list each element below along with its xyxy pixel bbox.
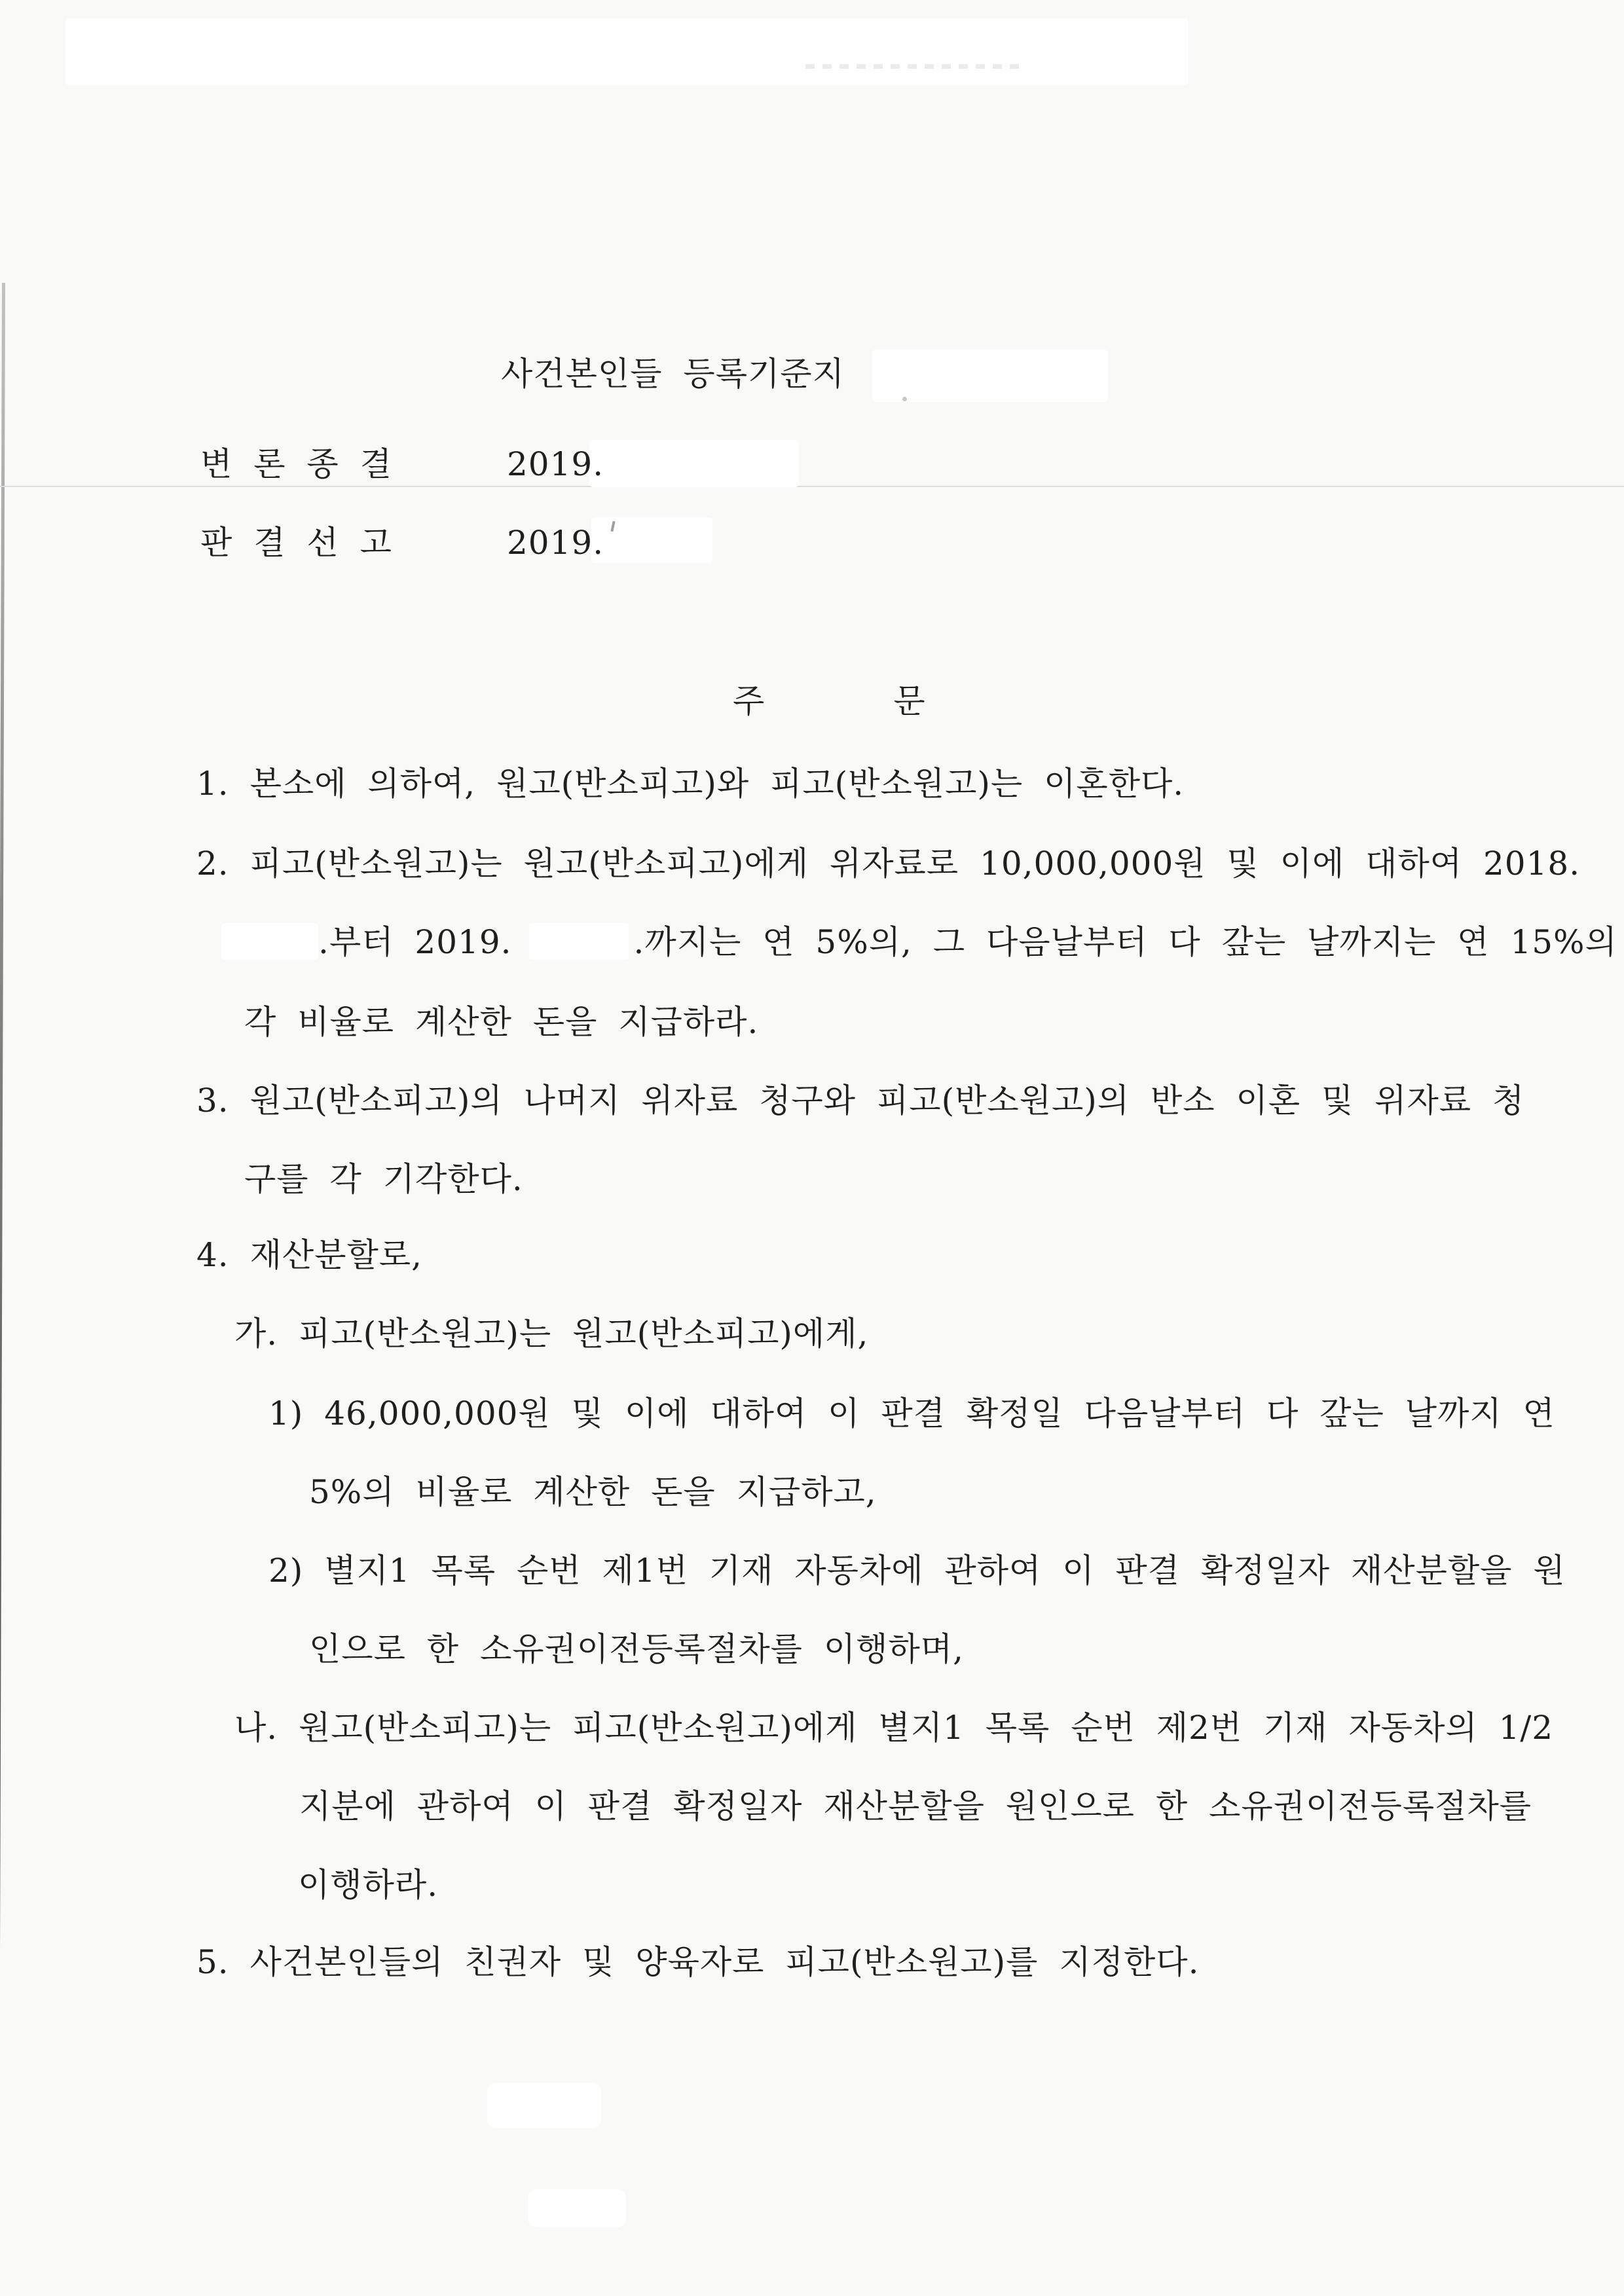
order-item-4-ga-2-line-1: 2) 별지1 목록 순번 제1번 기재 자동차에 관하여 이 판결 확정일자 재산분할을 원 — [268, 1552, 1566, 1590]
order-item-2-line-2-text-2: .까지는 연 5%의, 그 다음날부터 다 갚는 날까지는 연 15%의 — [633, 923, 1617, 961]
order-item-3-line-2: 구를 각 기각한다. — [244, 1160, 523, 1198]
order-heading — [733, 682, 926, 723]
order-item-3-line-1: 3. 원고(반소피고)의 나머지 위자료 청구와 피고(반소원고)의 반소 이혼 및 위자료 청 — [196, 1082, 1525, 1120]
order-item-4-ga-1-line-2: 5%의 비율로 계산한 돈을 지급하고, — [309, 1473, 877, 1511]
order-heading-char-1: 주 — [733, 682, 766, 720]
redaction-box-hearing-date — [589, 440, 799, 487]
scan-dot-artifact — [902, 397, 907, 401]
order-item-5: 5. 사건본인들의 친권자 및 양육자로 피고(반소원고)를 지정한다. — [196, 1943, 1200, 1981]
redaction-box-registry-address — [872, 350, 1108, 402]
judgment-pronounced-value: 2019. — [507, 524, 604, 562]
scan-edge-vertical-line — [0, 283, 5, 2296]
redaction-patch-bottom-1 — [487, 2083, 601, 2128]
order-item-4-ga-2-line-2: 인으로 한 소유권이전등록절차를 이행하며, — [309, 1630, 964, 1668]
order-item-2-line-2-text-1: .부터 2019. — [318, 923, 512, 961]
redaction-box-interest-start-date — [221, 923, 318, 960]
order-heading-char-2: 문 — [893, 682, 926, 720]
redaction-box-judgment-date — [591, 517, 712, 563]
order-item-2-line-3: 각 비율로 계산한 돈을 지급하라. — [244, 1003, 759, 1041]
order-item-2-line-1: 2. 피고(반소원고)는 원고(반소피고)에게 위자료로 10,000,000원 및 이에 대하여 2018. — [196, 845, 1581, 883]
hearing-closed-label: 변 론 종 결 — [200, 445, 392, 483]
order-item-1: 1. 본소에 의하여, 원고(반소피고)와 피고(반소원고)는 이혼한다. — [196, 765, 1185, 803]
judgment-pronounced-label: 판 결 선 고 — [200, 524, 392, 562]
registry-base-title: 사건본인들 등록기준지 — [501, 355, 845, 393]
redaction-box-interest-end-date — [529, 923, 629, 960]
order-item-4-intro: 4. 재산분할로, — [196, 1236, 422, 1274]
redaction-patch-bottom-2 — [528, 2189, 626, 2227]
order-item-4-na-line-3: 이행하라. — [298, 1866, 439, 1904]
order-item-4-na-line-1: 나. 원고(반소피고)는 피고(반소원고)에게 별지1 목록 순번 제2번 기재 자동차의 1/2 — [234, 1709, 1554, 1747]
order-item-2-line-2 — [221, 923, 1617, 964]
order-item-4-ga-intro: 가. 피고(반소원고)는 원고(반소피고)에게, — [234, 1315, 869, 1353]
scan-fold-horizontal-line — [0, 486, 1624, 487]
hearing-closed-value: 2019. — [507, 445, 604, 483]
redaction-box-top-header — [65, 18, 1189, 85]
order-item-4-ga-1-line-1: 1) 46,000,000원 및 이에 대하여 이 판결 확정일 다음날부터 다 갚는 날까지 연 — [268, 1394, 1555, 1432]
redaction-text-remnants — [805, 64, 1022, 69]
order-item-4-na-line-2: 지분에 관하여 이 판결 확정일자 재산분할을 원인으로 한 소유권이전등록절차를 — [299, 1787, 1532, 1825]
